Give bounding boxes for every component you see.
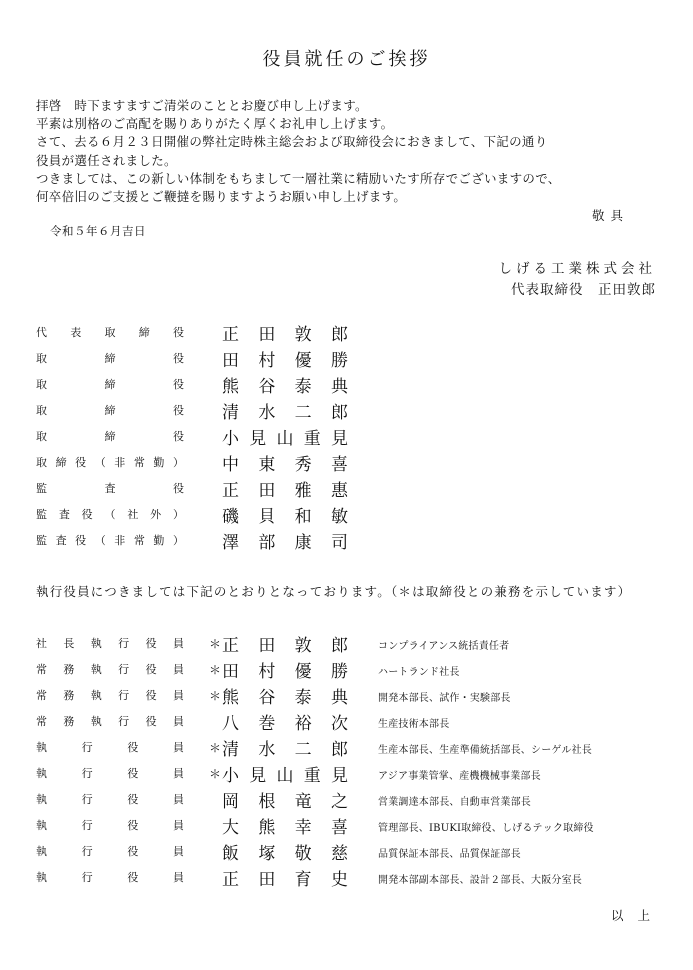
name-char: 谷 (258, 376, 276, 397)
letter-line: 役員が選任されました。 (36, 152, 177, 168)
name-char: 康 (294, 532, 312, 553)
name-char: 根 (258, 791, 276, 812)
name-char: 東 (258, 454, 276, 475)
role-char: 務 (63, 715, 75, 728)
director-name (222, 320, 348, 344)
name-char: 司 (330, 532, 348, 553)
executive-role (36, 685, 184, 705)
executive-role (36, 841, 184, 861)
role-char: 執 (90, 663, 102, 676)
director-role (36, 374, 184, 394)
company-representative: 代表取締役 正田敦郎 (511, 282, 656, 298)
director-name (222, 450, 348, 474)
role-char: 監 (36, 482, 47, 495)
role-char: 員 (172, 845, 184, 858)
role-char: 役 (81, 508, 93, 521)
name-char: 郎 (330, 635, 348, 656)
role-char: 勤 (153, 456, 165, 469)
role-char: 社 (36, 637, 47, 650)
name-char: 山 (276, 765, 294, 786)
role-char: 締 (55, 456, 67, 469)
name-char: 正 (222, 324, 239, 345)
name-char: 史 (330, 869, 348, 890)
name-char: 清 (222, 739, 239, 760)
role-char: 役 (127, 871, 139, 884)
closing-remark: 敬具 (592, 208, 630, 223)
role-char: 執 (90, 715, 102, 728)
name-char: 敬 (294, 843, 312, 864)
director-name (222, 398, 348, 422)
role-char: 執 (90, 689, 102, 702)
executive-role (36, 711, 184, 731)
executive-responsibility: 生産本部長、生産準備統括部長、シーゲル社長 (378, 745, 592, 756)
role-char: 員 (172, 741, 184, 754)
director-role (36, 322, 184, 342)
role-char: 行 (81, 845, 93, 858)
role-char: 常 (133, 456, 145, 469)
role-char: 執 (36, 793, 47, 806)
role-char: 役 (145, 689, 157, 702)
ending-remark: 以上 (611, 908, 665, 923)
role-char: 外 (150, 508, 162, 521)
role-char: 査 (55, 534, 67, 547)
name-char: 惠 (330, 480, 348, 501)
role-char: 行 (81, 767, 93, 780)
executives-note: 執行役員につきましては下記のとおりとなっております。（＊は取締役との兼務を示しています） (36, 584, 632, 599)
role-char: 締 (138, 326, 150, 339)
role-char: 締 (104, 352, 116, 365)
letter-line: 何卒倍旧のご支援とご鞭撻を賜りますようお願い申し上げます。 (36, 189, 407, 205)
letter-line: つきましては、この新しい体制をもちまして一層社業に精励いたす所存でございますので、 (36, 170, 561, 186)
name-char: 熊 (258, 817, 276, 838)
executive-role (36, 763, 184, 783)
concurrent-director-mark: ＊ (209, 767, 222, 781)
director-role (36, 426, 184, 446)
role-char: 長 (63, 637, 75, 650)
role-char: 取 (36, 456, 47, 469)
role-char: 締 (104, 404, 116, 417)
executive-responsibility: 開発本部副本部長、設計２部長、大阪分室長 (378, 875, 582, 886)
role-char: 行 (118, 663, 130, 676)
role-char: 非 (114, 456, 126, 469)
role-char: 員 (172, 689, 184, 702)
role-char: 行 (81, 793, 93, 806)
role-char: 役 (145, 663, 157, 676)
role-char: 役 (145, 637, 157, 650)
name-char: 見 (249, 765, 267, 786)
name-char: 八 (222, 713, 239, 734)
concurrent-director-mark: ＊ (209, 689, 222, 703)
name-char: 田 (258, 635, 276, 656)
name-char: 敏 (330, 506, 348, 527)
role-char: 役 (145, 715, 157, 728)
name-char: 育 (294, 869, 312, 890)
executive-name (222, 787, 348, 811)
role-char: 役 (127, 845, 139, 858)
name-char: 熊 (222, 687, 239, 708)
name-char: 幸 (294, 817, 312, 838)
role-char: 常 (133, 534, 145, 547)
role-char: 非 (114, 534, 126, 547)
role-char: 常 (36, 689, 47, 702)
name-char: 小 (222, 765, 239, 786)
company-name: しげる工業株式会社 (498, 261, 656, 277)
role-char: 締 (104, 378, 116, 391)
role-char: 役 (75, 534, 87, 547)
name-char: 喜 (330, 817, 348, 838)
name-char: 谷 (258, 687, 276, 708)
director-name (222, 476, 348, 500)
role-char: 役 (127, 819, 139, 832)
name-char: 水 (258, 402, 276, 423)
name-char: 雅 (294, 480, 312, 501)
role-char: 役 (173, 430, 184, 443)
role-char: 執 (90, 637, 102, 650)
executive-name (222, 683, 348, 707)
role-char: 執 (36, 845, 47, 858)
name-char: 和 (294, 506, 312, 527)
role-char: 役 (127, 767, 139, 780)
executive-name (222, 735, 348, 759)
director-role (36, 348, 184, 368)
executive-name (222, 839, 348, 863)
executive-role (36, 815, 184, 835)
name-char: 重 (303, 428, 321, 449)
director-role (36, 530, 184, 550)
executive-role (36, 789, 184, 809)
role-char: ） (172, 456, 184, 469)
executive-name (222, 813, 348, 837)
name-char: 勝 (330, 661, 348, 682)
name-char: 泰 (294, 687, 312, 708)
role-char: 員 (172, 715, 184, 728)
letter-line: 平素は別格のご高配を賜りありがたく厚くお礼申し上げます。 (36, 116, 394, 132)
name-char: 大 (222, 817, 239, 838)
director-name (222, 528, 348, 552)
role-char: 査 (104, 482, 116, 495)
name-char: 二 (294, 402, 312, 423)
role-char: 行 (81, 819, 93, 832)
name-char: 敦 (294, 635, 312, 656)
role-char: 締 (104, 430, 116, 443)
name-char: 熊 (222, 376, 239, 397)
role-char: ） (172, 508, 184, 521)
role-char: 行 (118, 715, 130, 728)
name-char: 正 (222, 635, 239, 656)
name-char: 秀 (294, 454, 312, 475)
executive-name (222, 865, 348, 889)
role-char: 常 (36, 663, 47, 676)
executive-responsibility: 営業調達本部長、自動車営業部長 (378, 797, 531, 808)
name-char: 飯 (222, 843, 239, 864)
name-char: 典 (330, 687, 348, 708)
company-signature (499, 259, 657, 301)
name-char: 清 (222, 402, 239, 423)
name-char: 勝 (330, 350, 348, 371)
director-name (222, 346, 348, 370)
name-char: 優 (294, 350, 312, 371)
name-char: 村 (258, 661, 276, 682)
concurrent-director-mark: ＊ (209, 637, 222, 651)
name-char: 中 (222, 454, 239, 475)
name-char: 田 (222, 350, 239, 371)
letter-body (36, 97, 676, 206)
executive-name (222, 657, 348, 681)
name-char: 次 (330, 713, 348, 734)
name-char: 巻 (258, 713, 276, 734)
name-char: 澤 (222, 532, 239, 553)
role-char: （ (94, 534, 106, 547)
name-char: 郎 (330, 324, 348, 345)
role-char: 役 (127, 793, 139, 806)
role-char: 員 (172, 637, 184, 650)
name-char: 貝 (258, 506, 276, 527)
executive-name (222, 709, 348, 733)
letter-line: 拝啓 時下ますますご清栄のこととお慶び申し上げます。 (36, 98, 368, 113)
executive-responsibility: コンプライアンス統括責任者 (378, 641, 510, 652)
name-char: 塚 (258, 843, 276, 864)
director-name (222, 372, 348, 396)
executive-role (36, 867, 184, 887)
director-role (36, 478, 184, 498)
role-char: 取 (104, 326, 116, 339)
role-char: 員 (172, 871, 184, 884)
executive-name (222, 761, 348, 785)
name-char: 見 (331, 428, 348, 449)
name-char: 優 (294, 661, 312, 682)
role-char: 役 (173, 482, 184, 495)
role-char: 行 (118, 689, 130, 702)
role-char: 員 (172, 793, 184, 806)
role-char: 執 (36, 819, 47, 832)
role-char: 役 (75, 456, 87, 469)
role-char: 務 (63, 689, 75, 702)
name-char: 部 (258, 532, 276, 553)
director-role (36, 504, 184, 524)
role-char: 員 (172, 767, 184, 780)
name-char: 水 (258, 739, 276, 760)
role-char: 取 (36, 430, 47, 443)
director-role (36, 452, 184, 472)
executive-role (36, 633, 184, 653)
role-char: 勤 (153, 534, 165, 547)
role-char: 執 (36, 767, 47, 780)
name-char: 二 (294, 739, 312, 760)
role-char: （ (104, 508, 116, 521)
name-char: 郎 (330, 402, 348, 423)
role-char: 役 (127, 741, 139, 754)
name-char: 郎 (330, 739, 348, 760)
role-char: 取 (36, 352, 47, 365)
name-char: 田 (222, 661, 239, 682)
executive-responsibility: アジア事業管掌、産機機械事業部長 (378, 771, 541, 782)
role-char: 監 (36, 534, 47, 547)
executive-name (222, 631, 348, 655)
name-char: 典 (330, 376, 348, 397)
name-char: 喜 (330, 454, 348, 475)
name-char: 田 (258, 869, 276, 890)
role-char: 取 (36, 378, 47, 391)
role-char: 役 (173, 404, 184, 417)
executive-responsibility: 品質保証本部長、品質保証部長 (378, 849, 521, 860)
name-char: 小 (222, 428, 239, 449)
executive-responsibility: ハートランド社長 (378, 667, 460, 678)
role-char: 員 (172, 819, 184, 832)
name-char: 正 (222, 869, 239, 890)
concurrent-director-mark: ＊ (209, 663, 222, 677)
executive-responsibility: 生産技術本部長 (378, 719, 450, 730)
role-char: 取 (36, 404, 47, 417)
name-char: 村 (258, 350, 276, 371)
name-char: 慈 (330, 843, 348, 864)
role-char: 常 (36, 715, 47, 728)
role-char: 役 (173, 326, 184, 339)
role-char: 役 (173, 378, 184, 391)
director-name (222, 424, 348, 448)
name-char: 見 (331, 765, 348, 786)
role-char: 社 (127, 508, 139, 521)
role-char: 役 (173, 352, 184, 365)
name-char: 重 (303, 765, 321, 786)
role-char: ） (172, 534, 184, 547)
name-char: 山 (276, 428, 294, 449)
role-char: 執 (36, 741, 47, 754)
executive-role (36, 737, 184, 757)
name-char: 之 (330, 791, 348, 812)
role-char: 行 (81, 871, 93, 884)
name-char: 竜 (294, 791, 312, 812)
role-char: 行 (118, 637, 130, 650)
letter-date: 令和５年６月吉日 (50, 224, 146, 238)
role-char: 代 (36, 326, 47, 339)
letter-line: さて、去る６月２３日開催の弊社定時株主総会および取締役会におきまして、下記の通り (36, 134, 548, 150)
role-char: 査 (58, 508, 70, 521)
name-char: 正 (222, 480, 239, 501)
name-char: 田 (258, 480, 276, 501)
executive-responsibility: 管理部長、IBUKI取締役、しげるテック取締役 (378, 823, 594, 834)
name-char: 田 (258, 324, 276, 345)
role-char: 務 (63, 663, 75, 676)
name-char: 見 (249, 428, 267, 449)
name-char: 岡 (222, 791, 239, 812)
director-role (36, 400, 184, 420)
name-char: 裕 (294, 713, 312, 734)
executive-responsibility: 開発本部長、試作・実験部長 (378, 693, 511, 704)
role-char: 表 (70, 326, 82, 339)
concurrent-director-mark: ＊ (209, 741, 222, 755)
role-char: 員 (172, 663, 184, 676)
role-char: 監 (36, 508, 47, 521)
name-char: 磯 (222, 506, 239, 527)
role-char: 行 (81, 741, 93, 754)
page-title: 役員就任のご挨拶 (262, 49, 431, 70)
executive-role (36, 659, 184, 679)
role-char: （ (94, 456, 106, 469)
name-char: 泰 (294, 376, 312, 397)
role-char: 執 (36, 871, 47, 884)
director-name (222, 502, 348, 526)
name-char: 敦 (294, 324, 312, 345)
